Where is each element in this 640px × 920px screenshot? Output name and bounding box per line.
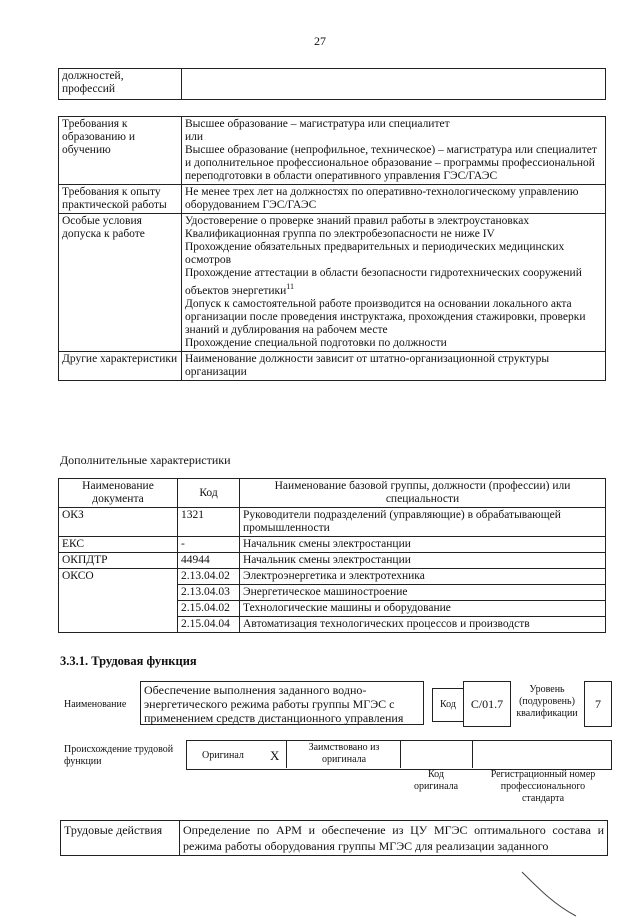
- table-row: [59, 117, 606, 185]
- function-level-value: 7: [584, 681, 612, 727]
- actions-table: [60, 820, 608, 856]
- cell-code: 2.13.04.03: [178, 585, 240, 601]
- table-row: [59, 508, 606, 537]
- row-content: [182, 117, 606, 185]
- origin-label: Происхождение трудовой функции: [64, 744, 174, 767]
- row-line-text: Прохождение аттестации в области безопасности гидротехнических сооружений объектов энергетики: [185, 267, 582, 297]
- origin-reg-caption: Регистрационный номер профессионального стандарта: [490, 769, 596, 804]
- row-line: Наименование должности зависит от штатно-организационной структуры организации: [185, 352, 550, 378]
- origin-divider: [472, 740, 473, 768]
- characteristics-table: [58, 116, 606, 381]
- row-content: [182, 185, 606, 214]
- origin-divider: [400, 740, 401, 768]
- cell-code: 44944: [178, 553, 240, 569]
- row-line: Прохождение обязательных предварительных и периодических медицинских осмотров: [185, 241, 565, 266]
- cell-doc: ОКЗ: [59, 508, 178, 537]
- row-label: Другие характеристики: [59, 351, 182, 380]
- cell-doc: ОКСО: [59, 569, 178, 633]
- table-row: [59, 185, 606, 214]
- row-content: [182, 214, 606, 352]
- corner-stroke-icon: [520, 870, 580, 920]
- table-row: [59, 537, 606, 553]
- actions-text: Определение по АРМ и обеспечение из ЦУ МГЭС оптимального состава и режима работы оборудования группы МГЭС для реализации заданного: [180, 821, 608, 856]
- function-name-label: Наименование: [64, 699, 127, 710]
- additional-table: [58, 478, 606, 633]
- origin-divider: [286, 740, 287, 768]
- cell-code: 1321: [178, 508, 240, 537]
- origin-box: [186, 740, 612, 770]
- additional-title: Дополнительные характеристики: [60, 453, 231, 467]
- origin-borrowed-label: Заимствовано из оригинала: [308, 742, 380, 765]
- table-row: [59, 569, 606, 585]
- cell-doc: ОКПДТР: [59, 553, 178, 569]
- row-line: Прохождение специальной подготовки по должности: [185, 336, 447, 349]
- function-level-label: Уровень (подуровень) квалификации: [516, 684, 578, 719]
- function-code-value: C/01.7: [463, 681, 511, 727]
- footnote-mark: 11: [286, 282, 294, 291]
- origin-mark: X: [270, 748, 280, 763]
- top-partial-table: [58, 68, 606, 100]
- section-title: 3.3.1. Трудовая функция: [60, 654, 197, 668]
- row-line: Не менее трех лет на должностях по оперативно-технологическому управлению оборудованием ГЭС/ГАЭС: [185, 186, 579, 211]
- actions-label: Трудовые действия: [61, 821, 180, 856]
- top-row-label: должностей, профессий: [59, 69, 182, 100]
- row-line: Квалификационная группа по электробезопасности не ниже IV: [185, 228, 495, 240]
- row-label: Требования к опыту практической работы: [59, 185, 182, 214]
- row-label: Требования к образованию и обучению: [59, 117, 182, 185]
- cell-name: Начальник смены электростанции: [240, 553, 606, 569]
- table-row: [59, 214, 606, 352]
- cell-doc: ЕКС: [59, 537, 178, 553]
- row-line: или: [185, 131, 204, 143]
- function-code-label: Код: [432, 688, 464, 722]
- cell-name: Руководители подразделений (управляющие) в обрабатывающей промышленности: [240, 508, 606, 537]
- cell-code: 2.15.04.02: [178, 601, 240, 617]
- cell-name: Энергетическое машиностроение: [240, 585, 606, 601]
- cell-code: -: [178, 537, 240, 553]
- cell-code: 2.13.04.02: [178, 569, 240, 585]
- table-row: [59, 553, 606, 569]
- cell-name: Автоматизация технологических процессов и производств: [240, 617, 606, 633]
- header-doc: Наименование документа: [59, 479, 178, 508]
- page-number: 27: [314, 34, 326, 48]
- row-line: Высшее образование (непрофильное, техническое) – магистратура или специалитет и дополнительное профессиональное образование – программы профессиональной переподготовки в области оперативного управления ГЭС/ГАЭС: [185, 144, 597, 182]
- table-header-row: [59, 479, 606, 508]
- top-row-value: [182, 69, 606, 100]
- cell-code: 2.15.04.04: [178, 617, 240, 633]
- table-row: [61, 821, 608, 856]
- row-line: [185, 267, 602, 298]
- origin-code-caption: Код оригинала: [413, 769, 459, 792]
- cell-name: Электроэнергетика и электротехника: [240, 569, 606, 585]
- cell-name: Начальник смены электростанции: [240, 537, 606, 553]
- row-content: [182, 351, 606, 380]
- table-row: [59, 351, 606, 380]
- row-label: Особые условия допуска к работе: [59, 214, 182, 352]
- row-line: Высшее образование – магистратура или специалитет: [185, 118, 450, 130]
- row-line: Удостоверение о проверке знаний правил работы в электроустановках: [185, 215, 530, 227]
- header-name: Наименование базовой группы, должности (профессии) или специальности: [240, 479, 606, 508]
- function-name-value: Обеспечение выполнения заданного водно-энергетического режима работы группы МГЭС с применением средств дистанционного управления: [140, 681, 424, 725]
- row-line: Допуск к самостоятельной работе производится на основании локального акта организации после проведения инструктажа, прохождения стажировки, проверки знаний и дублирования на рабочем месте: [185, 297, 586, 336]
- origin-original-label: Оригинал: [202, 750, 244, 761]
- cell-name: Технологические машины и оборудование: [240, 601, 606, 617]
- header-code: Код: [178, 479, 240, 508]
